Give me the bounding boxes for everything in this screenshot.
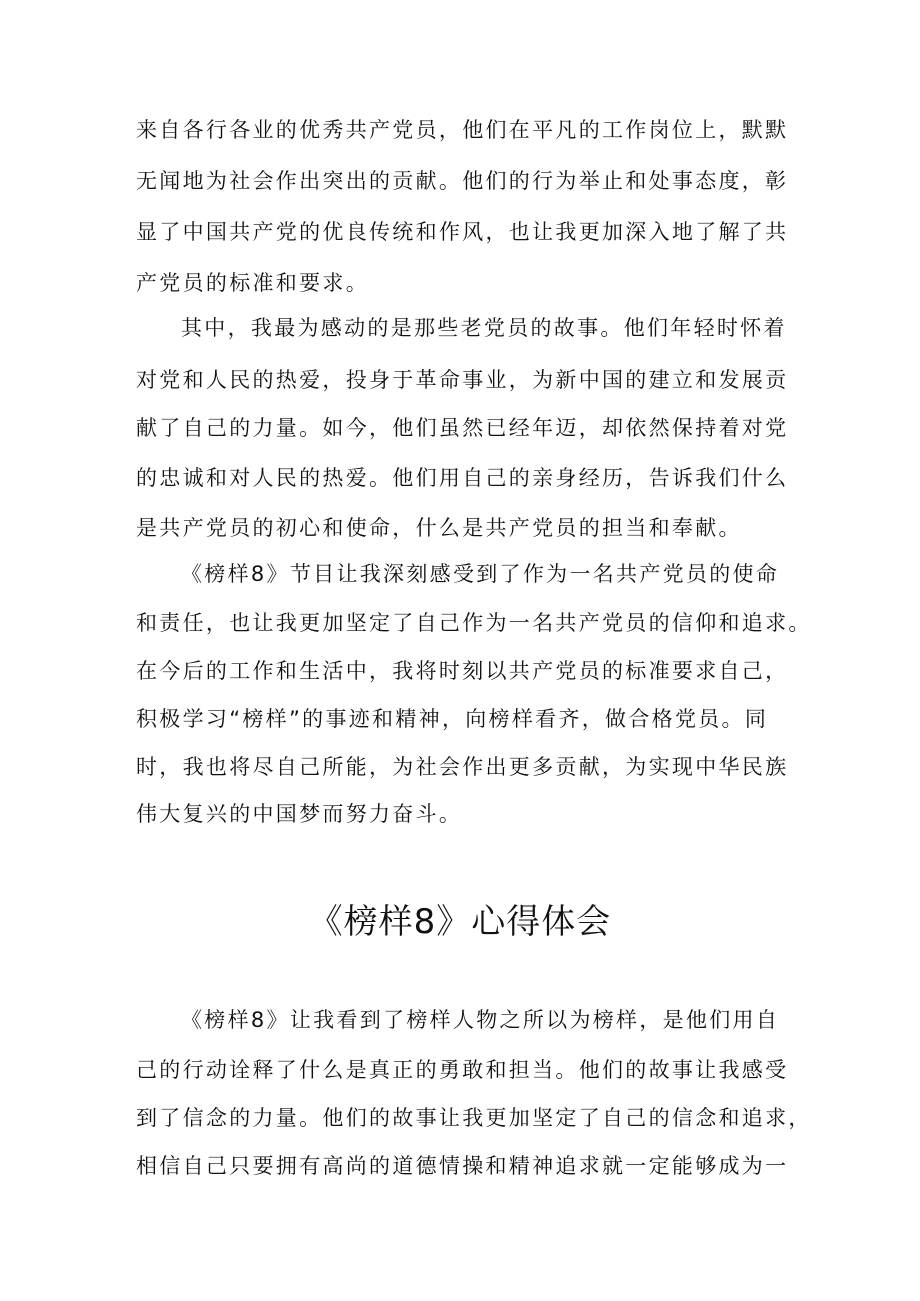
paragraph-3-line-6: 伟大复兴的中国梦而努力奋斗。	[136, 802, 463, 826]
paragraph-3-line-4: 积极学习“榜样”的事迹和精神，向榜样看齐，做合格党员。同	[136, 707, 769, 731]
paragraph-1-line-1: 来自各行各业的优秀共产党员，他们在平凡的工作岗位上，默默	[136, 118, 789, 142]
paragraph-4-line-2: 己的行动诠释了什么是真正的勇敢和担当。他们的故事让我感受	[136, 1058, 789, 1082]
paragraph-1-line-2: 无闻地为社会作出突出的贡献。他们的行为举止和处事态度，彰	[136, 169, 789, 193]
paragraph-4-line-1: 《榜样8》让我看到了榜样人物之所以为榜样，是他们用自	[181, 1008, 780, 1032]
paragraph-3-line-3: 在今后的工作和生活中，我将时刻以共产党员的标准要求自己，	[136, 659, 789, 683]
paragraph-2-line-3: 献了自己的力量。如今，他们虽然已经年迈，却依然保持着对党	[136, 416, 789, 440]
paragraph-3-line-5: 时，我也将尽自己所能，为社会作出更多贡献，为实现中华民族	[136, 755, 789, 779]
paragraph-2-line-5: 是共产党员的初心和使命，什么是共产党员的担当和奉献。	[136, 516, 742, 540]
paragraph-2-line-2: 对党和人民的热爱，投身于革命事业，为新中国的建立和发展贡	[136, 368, 789, 392]
paragraph-4-line-4: 相信自己只要拥有高尚的道德情操和精神追求就一定能够成为一	[136, 1154, 789, 1178]
paragraph-3-line-2: 和责任，也让我更加坚定了自己作为一名共产党员的信仰和追求。	[136, 611, 812, 635]
section-title: 《榜样8》心得体会	[308, 902, 612, 942]
paragraph-4-line-3: 到了信念的力量。他们的故事让我更加坚定了自己的信念和追求，	[136, 1106, 812, 1130]
paragraph-2-line-4: 的忠诚和对人民的热爱。他们用自己的亲身经历，告诉我们什么	[136, 466, 789, 490]
paragraph-2-line-1: 其中，我最为感动的是那些老党员的故事。他们年轻时怀着	[181, 316, 787, 340]
paragraph-1-line-4: 产党员的标准和要求。	[136, 271, 369, 295]
paragraph-3-line-1: 《榜样8》节目让我深刻感受到了作为一名共产党员的使命	[181, 562, 780, 586]
paragraph-1-line-3: 显了中国共产党的优良传统和作风，也让我更加深入地了解了共	[136, 220, 789, 244]
